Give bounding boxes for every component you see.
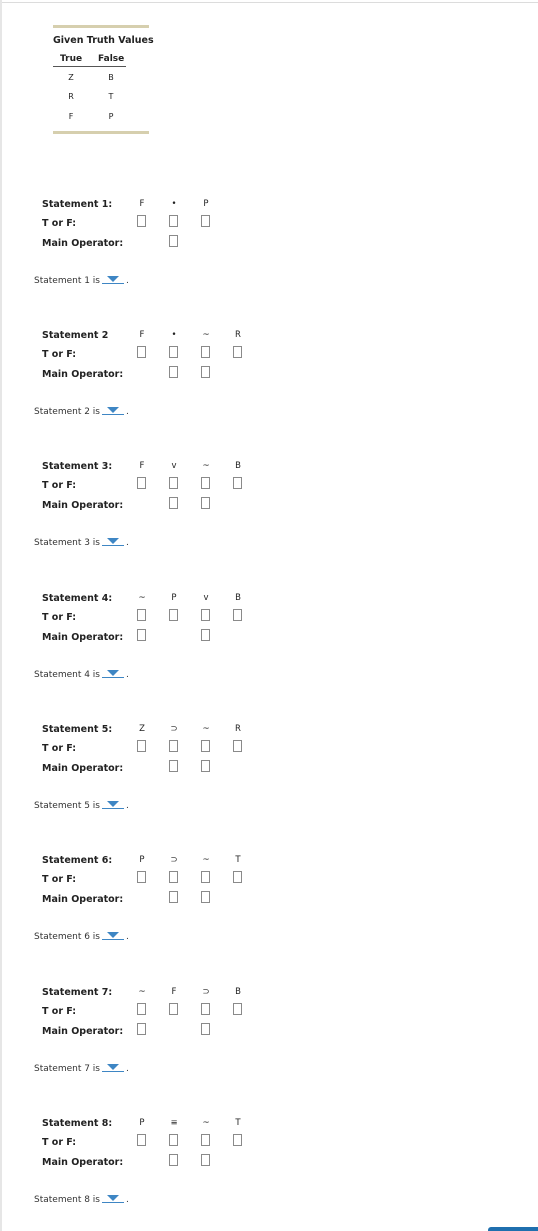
result-dropdown[interactable] (102, 405, 124, 415)
formula-symbol: P (203, 199, 209, 209)
true-value: F (68, 112, 74, 121)
statement-label: Statement 7: (42, 987, 113, 998)
tf-answer-box[interactable] (137, 609, 146, 621)
statement-label: Statement 6: (42, 855, 113, 866)
statement-label: Statement 2 (42, 330, 109, 341)
tf-answer-box[interactable] (233, 871, 242, 883)
true-header: True (60, 54, 83, 64)
statement-1 (0, 199, 538, 309)
caret-down-icon (107, 407, 119, 413)
statement-7 (0, 987, 538, 1097)
main-operator-label: Main Operator: (42, 500, 124, 511)
tf-label: T or F: (42, 1137, 77, 1148)
main-operator-label: Main Operator: (42, 894, 124, 905)
main-operator-box[interactable] (201, 497, 210, 509)
tf-answer-box[interactable] (233, 740, 242, 752)
sentence-suffix: . (126, 670, 129, 680)
sentence-suffix: . (126, 932, 129, 942)
sentence-suffix: . (126, 407, 129, 417)
statement-result-sentence (34, 274, 129, 286)
main-operator-box[interactable] (201, 366, 210, 378)
tf-answer-box[interactable] (137, 477, 146, 489)
table-bottom-rule (53, 131, 149, 134)
truth-table-title: Given Truth Values (53, 35, 154, 46)
tf-answer-box[interactable] (137, 346, 146, 358)
main-operator-box[interactable] (201, 891, 210, 903)
statement-8 (0, 1118, 538, 1228)
tf-answer-box[interactable] (201, 346, 210, 358)
result-dropdown[interactable] (102, 668, 124, 678)
caret-down-icon (107, 276, 119, 282)
formula-symbol: ~ (138, 987, 146, 997)
tf-label: T or F: (42, 874, 77, 885)
caret-down-icon (107, 670, 119, 676)
false-header: False (98, 54, 125, 64)
result-dropdown[interactable] (102, 1193, 124, 1203)
sentence-suffix: . (126, 1064, 129, 1074)
tf-answer-box[interactable] (169, 1003, 178, 1015)
header-divider (53, 66, 126, 67)
formula-symbol: ⊃ (202, 987, 210, 997)
main-operator-label: Main Operator: (42, 763, 124, 774)
result-dropdown[interactable] (102, 1062, 124, 1072)
formula-symbol: ~ (202, 1118, 210, 1128)
main-operator-label: Main Operator: (42, 238, 124, 249)
sentence-prefix: Statement 8 is (34, 1195, 100, 1205)
sentence-prefix: Statement 5 is (34, 801, 100, 811)
sentence-suffix: . (126, 801, 129, 811)
sentence-prefix: Statement 6 is (34, 932, 100, 942)
tf-answer-box[interactable] (137, 1134, 146, 1146)
tf-answer-box[interactable] (169, 1134, 178, 1146)
sentence-suffix: . (126, 1195, 129, 1205)
statement-label: Statement 3: (42, 461, 113, 472)
tf-label: T or F: (42, 612, 77, 623)
statement-result-sentence (34, 668, 129, 680)
main-operator-box[interactable] (201, 629, 210, 641)
formula-symbol: F (139, 330, 145, 340)
tf-answer-box[interactable] (137, 1003, 146, 1015)
main-operator-box[interactable] (169, 366, 178, 378)
statement-result-sentence (34, 799, 129, 811)
tf-answer-box[interactable] (137, 740, 146, 752)
result-dropdown[interactable] (102, 799, 124, 809)
formula-symbol: ~ (202, 724, 210, 734)
statement-result-sentence (34, 405, 129, 417)
tf-answer-box[interactable] (233, 1003, 242, 1015)
formula-symbol: B (235, 593, 241, 603)
main-operator-box[interactable] (137, 1023, 146, 1035)
caret-down-icon (107, 538, 119, 544)
sentence-prefix: Statement 7 is (34, 1064, 100, 1074)
main-operator-box[interactable] (201, 760, 210, 772)
formula-symbol: F (139, 199, 145, 209)
tf-answer-box[interactable] (169, 740, 178, 752)
sentence-prefix: Statement 4 is (34, 670, 100, 680)
tf-label: T or F: (42, 349, 77, 360)
sentence-prefix: Statement 1 is (34, 276, 100, 286)
tf-label: T or F: (42, 743, 77, 754)
statement-result-sentence (34, 1062, 129, 1074)
tf-answer-box[interactable] (137, 871, 146, 883)
tf-label: T or F: (42, 1006, 77, 1017)
false-value: B (108, 73, 114, 82)
formula-symbol: F (139, 461, 145, 471)
main-operator-box[interactable] (201, 1154, 210, 1166)
formula-symbol: T (235, 855, 241, 865)
true-value: Z (68, 73, 74, 82)
corner-button-edge[interactable] (488, 1227, 538, 1231)
tf-answer-box[interactable] (201, 609, 210, 621)
true-value: R (68, 92, 74, 101)
formula-symbol: T (235, 1118, 241, 1128)
result-dropdown[interactable] (102, 274, 124, 284)
formula-symbol: ⊃ (170, 855, 178, 865)
formula-symbol: P (171, 593, 177, 603)
formula-symbol: ~ (202, 330, 210, 340)
main-operator-label: Main Operator: (42, 1026, 124, 1037)
tf-answer-box[interactable] (169, 215, 178, 227)
statement-result-sentence (34, 1193, 129, 1205)
main-operator-box[interactable] (137, 629, 146, 641)
statement-2 (0, 330, 538, 440)
caret-down-icon (107, 1195, 119, 1201)
main-operator-box[interactable] (169, 235, 178, 247)
main-operator-label: Main Operator: (42, 1157, 124, 1168)
caret-down-icon (107, 932, 119, 938)
statement-label: Statement 5: (42, 724, 113, 735)
formula-symbol: ⊃ (170, 724, 178, 734)
formula-symbol: B (235, 461, 241, 471)
statement-label: Statement 1: (42, 199, 113, 210)
sentence-suffix: . (126, 276, 129, 286)
result-dropdown[interactable] (102, 536, 124, 546)
formula-symbol: P (139, 1118, 145, 1128)
tf-label: T or F: (42, 218, 77, 229)
tf-answer-box[interactable] (201, 1003, 210, 1015)
tf-answer-box[interactable] (233, 609, 242, 621)
formula-symbol: ~ (202, 461, 210, 471)
table-top-rule (53, 25, 149, 28)
statement-result-sentence (34, 930, 129, 942)
statement-label: Statement 8: (42, 1118, 113, 1129)
tf-answer-box[interactable] (201, 871, 210, 883)
tf-answer-box[interactable] (233, 477, 242, 489)
caret-down-icon (107, 1064, 119, 1070)
formula-symbol: ~ (202, 855, 210, 865)
formula-symbol: F (171, 987, 177, 997)
formula-symbol: B (235, 987, 241, 997)
sentence-prefix: Statement 2 is (34, 407, 100, 417)
statement-4 (0, 593, 538, 703)
tf-answer-box[interactable] (137, 215, 146, 227)
statement-result-sentence (34, 536, 129, 548)
tf-answer-box[interactable] (201, 477, 210, 489)
top-border (0, 2, 538, 3)
sentence-prefix: Statement 3 is (34, 538, 100, 548)
result-dropdown[interactable] (102, 930, 124, 940)
caret-down-icon (107, 801, 119, 807)
formula-symbol: v (203, 593, 209, 603)
formula-symbol: R (235, 330, 241, 340)
main-operator-label: Main Operator: (42, 632, 124, 643)
formula-symbol: ≡ (170, 1118, 178, 1128)
formula-symbol: v (171, 461, 177, 471)
tf-answer-box[interactable] (201, 215, 210, 227)
statement-3 (0, 461, 538, 571)
main-operator-box[interactable] (201, 1023, 210, 1035)
tf-answer-box[interactable] (201, 740, 210, 752)
tf-answer-box[interactable] (169, 871, 178, 883)
main-operator-box[interactable] (169, 760, 178, 772)
formula-symbol: P (139, 855, 145, 865)
statement-5 (0, 724, 538, 834)
formula-symbol: • (171, 199, 177, 209)
formula-symbol: Z (139, 724, 145, 734)
statement-label: Statement 4: (42, 593, 113, 604)
main-operator-box[interactable] (169, 1154, 178, 1166)
main-operator-box[interactable] (169, 497, 178, 509)
truth-values-table (53, 25, 154, 134)
sentence-suffix: . (126, 538, 129, 548)
statement-6 (0, 855, 538, 965)
tf-answer-box[interactable] (233, 346, 242, 358)
tf-answer-box[interactable] (169, 346, 178, 358)
false-value: T (108, 92, 114, 101)
tf-label: T or F: (42, 480, 77, 491)
tf-answer-box[interactable] (169, 609, 178, 621)
tf-answer-box[interactable] (233, 1134, 242, 1146)
main-operator-box[interactable] (169, 891, 178, 903)
tf-answer-box[interactable] (201, 1134, 210, 1146)
formula-symbol: • (171, 330, 177, 340)
false-value: P (108, 112, 114, 121)
main-operator-label: Main Operator: (42, 369, 124, 380)
formula-symbol: ~ (138, 593, 146, 603)
formula-symbol: R (235, 724, 241, 734)
tf-answer-box[interactable] (169, 477, 178, 489)
